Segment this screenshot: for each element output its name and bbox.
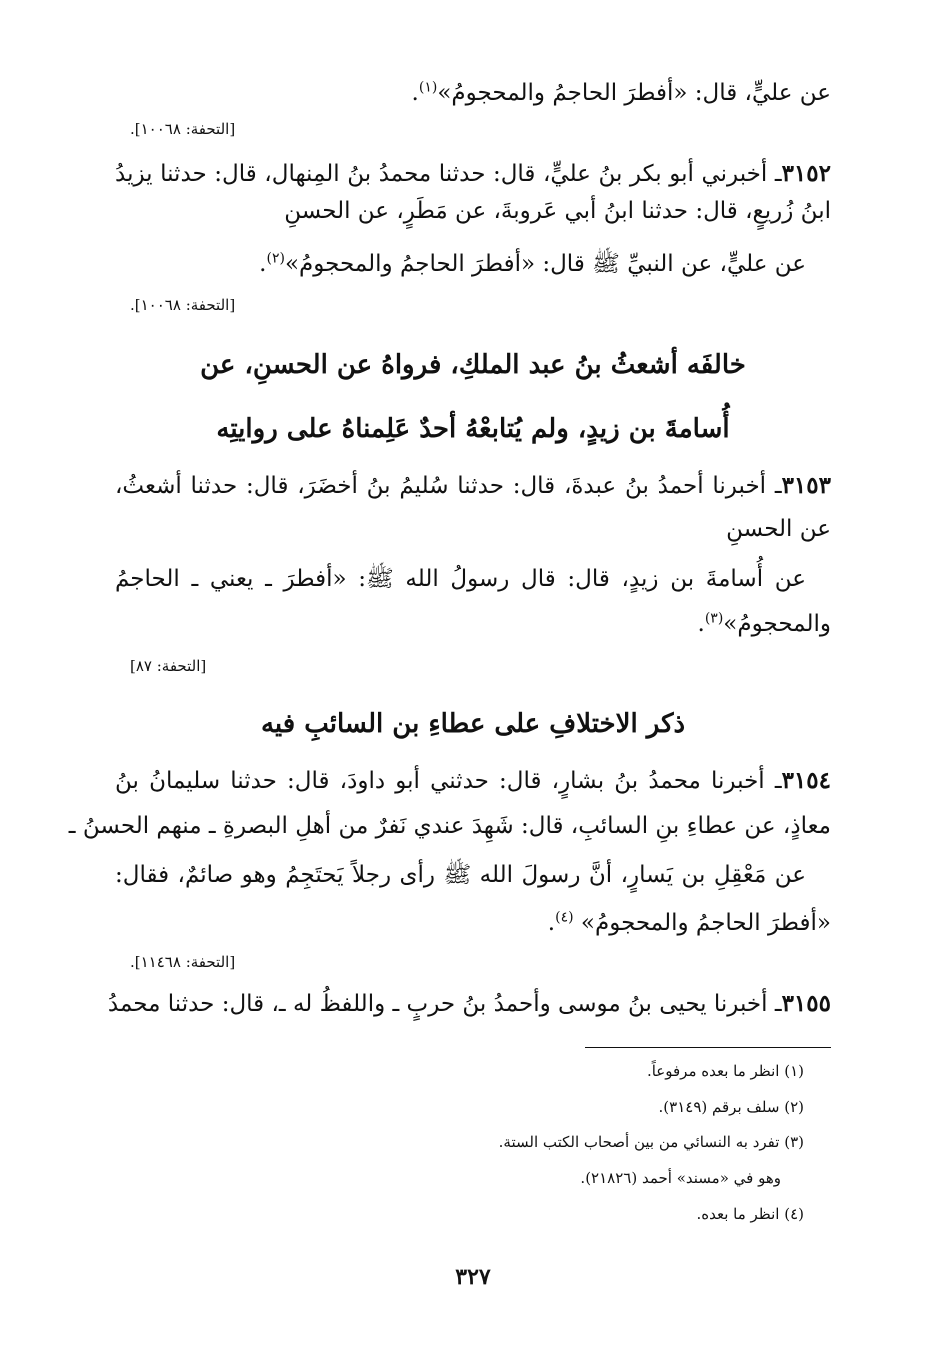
hadith-number: ٣١٥٢ — [781, 160, 831, 187]
page-number: ٣٢٧ — [455, 1264, 491, 1290]
footnote-3: (٣) تفرد به النسائي من بين أصحاب الكتب الستة. — [498, 1133, 804, 1151]
text-line: عن الحسنِ — [726, 516, 831, 542]
footnote-4: (٤) انظر ما بعده. — [696, 1205, 804, 1223]
tuhfa-reference: [التحفة: ١٠٠٦٨]. — [130, 296, 236, 314]
text-line: معاذٍ، عن عطاءِ بنِ السائبِ، قال: شَهِدَ عندي نَفرٌ من أهلِ البصرةِ ـ منهم الحسنُ ـ — [68, 813, 831, 839]
text-line: عن عليٍّ، عن النبيِّ ﷺ قال: «أفطرَ الحاجمُ والمحجومُ»$^{(٢)}$. — [259, 250, 806, 277]
footnote-marker: (٢) — [266, 250, 285, 267]
text-line: ابنُ زُريعٍ، قال: حدثنا ابنُ أبي عَروبةَ، عن مَطَرٍ، عن الحسنِ — [284, 198, 831, 224]
text-line: «أفطرَ الحاجمُ والمحجومُ» $^{(٤)}$. — [547, 909, 831, 936]
hadith-number: ٣١٥٥ — [781, 990, 831, 1017]
footnote-marker: (١) — [418, 79, 438, 96]
footnote-marker: (٤) — [555, 909, 574, 926]
footnote-divider — [585, 1047, 831, 1048]
text-line: عن عليٍّ، قال: «أفطرَ الحاجمُ والمحجومُ»$^{(١)}$. — [411, 79, 831, 106]
hadith-3155-line: ٣١٥٥ـ أخبرنا يحيى بنُ موسى وأحمدُ بنُ حربٍ ـ واللفظُ له ـ، قال: حدثنا محمدُ — [107, 990, 831, 1017]
text-line: عن مَعْقِلِ بن يَسارٍ، أنَّ رسولَ الله ﷺ رأى رجلاً يَحتَجِمُ وهو صائمٌ، فقال: — [115, 862, 806, 888]
hadith-3154-line: ٣١٥٤ـ أخبرنا محمدُ بنُ بشارٍ، قال: حدثني أبو داودَ، قال: حدثنا سليمانُ بنُ — [115, 767, 831, 794]
section-heading: ذكر الاختلافِ على عطاءِ بن السائبِ فيه — [260, 709, 686, 739]
section-heading: خالفَه أشعثُ بنُ عبد الملكِ، فرواهُ عن الحسنِ، عن — [200, 350, 746, 380]
footnote-3-continued: وهو في «مسند» أحمد (٢١٨٢٦). — [580, 1169, 781, 1187]
hadith-3152-line: ٣١٥٢ـ أخبرني أبو بكر بنُ عليٍّ، قال: حدثنا محمدُ بنُ المِنهال، قال: حدثنا يزيدُ — [115, 160, 831, 187]
tuhfa-reference: [التحفة: ١١٤٦٨]. — [130, 953, 236, 971]
tuhfa-reference: [التحفة: ١٠٠٦٨]. — [130, 120, 236, 138]
hadith-number: ٣١٥٣ — [781, 472, 831, 499]
footnote-2: (٢) سلف برقم (٣١٤٩). — [658, 1098, 804, 1116]
footnote-marker: (٣) — [704, 610, 724, 627]
tuhfa-reference: [التحفة: ٨٧] — [130, 657, 207, 675]
text-line: والمحجومُ»$^{(٣)}$. — [697, 610, 831, 637]
section-heading: أُسامةَ بن زيدٍ، ولم يُتابعْهُ أحدٌ عَلِمناهُ على روايتِه — [216, 414, 730, 444]
footnote-1: (١) انظر ما بعده مرفوعاً. — [646, 1062, 804, 1080]
hadith-number: ٣١٥٤ — [781, 767, 831, 794]
text-line: عن أُسامةَ بن زيدٍ، قال: قال رسولُ الله ﷺ: «أفطرَ ـ يعني ـ الحاجمُ — [115, 566, 806, 592]
hadith-3153-line: ٣١٥٣ـ أخبرنا أحمدُ بنُ عبدةَ، قال: حدثنا سُليمُ بنُ أخضَرَ، قال: حدثنا أشعثُ، — [115, 472, 831, 499]
